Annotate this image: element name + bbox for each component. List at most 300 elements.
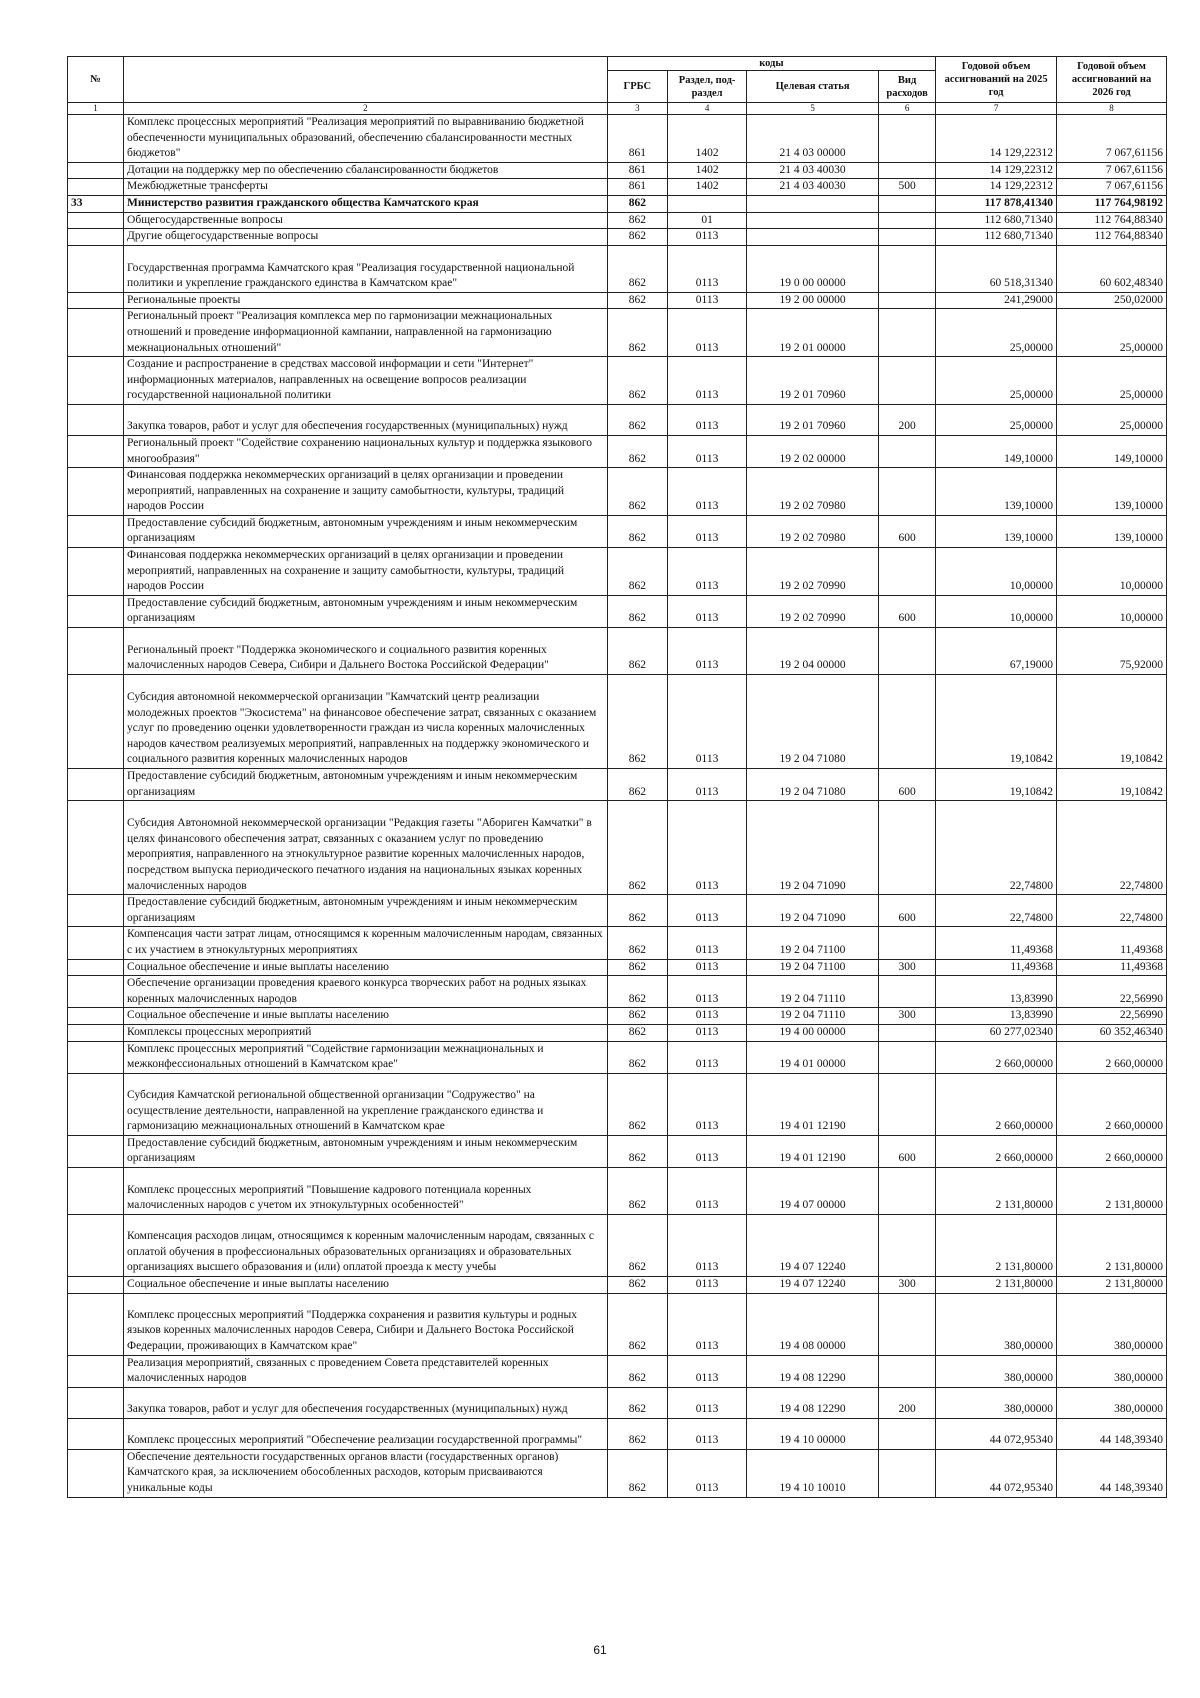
table-row: [68, 195, 1167, 212]
amount-2025: 2 131,80000: [936, 1276, 1057, 1293]
amount-2025: 139,10000: [936, 515, 1057, 547]
col-number: 6: [879, 103, 936, 115]
row-number: [68, 515, 124, 547]
amount-2026: 7 067,61156: [1057, 179, 1167, 196]
table-row: [68, 1276, 1167, 1293]
target-article: 19 2 04 71090: [747, 895, 879, 927]
col-number: 3: [607, 103, 667, 115]
col-number: 8: [1057, 103, 1167, 115]
table-row: [68, 1449, 1167, 1497]
expense-type: [879, 435, 936, 467]
section-code: 0113: [668, 1008, 747, 1025]
section-code: 0113: [668, 357, 747, 405]
expense-type: 500: [879, 179, 936, 196]
grbs-code: 862: [607, 1418, 667, 1449]
expense-name: Реализация мероприятий, связанных с проведением Совета представителей коренных малочисленных народов: [124, 1355, 608, 1387]
table-row: [68, 1041, 1167, 1073]
expense-name: Субсидия автономной некоммерческой организации "Камчатский центр реализации молодежных проектов "Экосистема" на финансовое обеспечение затрат, связанных с оказанием услуг по проведению оценки удовлетворенности граждан из числа коренных малочисленных народов качеством реализуемых мероприятий, направленных на поддержку экономического и социального развития коренных малочисленных народов: [124, 675, 608, 769]
table-row: [68, 357, 1167, 405]
expense-type: [879, 1073, 936, 1135]
amount-2025: 25,00000: [936, 309, 1057, 357]
grbs-code: 861: [607, 162, 667, 179]
row-number: [68, 1135, 124, 1167]
expense-type: 600: [879, 595, 936, 627]
section-code: 01: [668, 212, 747, 229]
row-number: [68, 548, 124, 596]
budget-table: [67, 56, 1167, 1498]
expense-name: Региональный проект "Реализация комплекса мер по гармонизации межнациональных отношений и проведение информационной кампании, направленной на гармонизацию межнациональных отношений": [124, 309, 608, 357]
amount-2025: 22,74800: [936, 895, 1057, 927]
grbs-code: 862: [607, 309, 667, 357]
amount-2026: 2 660,00000: [1057, 1073, 1167, 1135]
expense-name: Финансовая поддержка некоммерческих организаций в целях организации и проведении мероприятий, направленных на сохранение и защиту самобытности, культуры, традиций народов России: [124, 468, 608, 516]
grbs-code: 862: [607, 435, 667, 467]
table-row: [68, 1418, 1167, 1449]
amount-2026: 7 067,61156: [1057, 162, 1167, 179]
amount-2026: 10,00000: [1057, 548, 1167, 596]
row-number: [68, 1355, 124, 1387]
expense-type: [879, 1449, 936, 1497]
grbs-code: 862: [607, 357, 667, 405]
table-row: [68, 1387, 1167, 1418]
amount-2025: 10,00000: [936, 548, 1057, 596]
amount-2026: 25,00000: [1057, 357, 1167, 405]
grbs-code: 862: [607, 628, 667, 675]
grbs-code: 861: [607, 115, 667, 163]
expense-name: Предоставление субсидий бюджетным, автономным учреждениям и иным некоммерческим организациям: [124, 895, 608, 927]
expense-name: Обеспечение организации проведения краевого конкурса творческих работ на родных языках коренных малочисленных народов: [124, 976, 608, 1008]
grbs-code: 862: [607, 195, 667, 212]
grbs-code: 862: [607, 229, 667, 246]
section-code: 0113: [668, 976, 747, 1008]
section-code: 1402: [668, 115, 747, 163]
table-row: [68, 292, 1167, 309]
section-code: 0113: [668, 229, 747, 246]
row-number: 33: [68, 195, 124, 212]
amount-2026: 117 764,98192: [1057, 195, 1167, 212]
expense-name: Региональный проект "Содействие сохранению национальных культур и поддержка языкового многообразия": [124, 435, 608, 467]
grbs-code: 862: [607, 895, 667, 927]
table-row: [68, 595, 1167, 627]
amount-2025: 380,00000: [936, 1293, 1057, 1355]
grbs-code: 862: [607, 515, 667, 547]
grbs-code: 862: [607, 976, 667, 1008]
page-number: 61: [593, 1643, 607, 1657]
grbs-code: 862: [607, 1135, 667, 1167]
expense-name: Компенсация расходов лицам, относящимся к коренным малочисленным народам, связанных с оплатой обучения в профессиональных образовательных организациях и образовательных организациях высшего образования и (или) оплатой проезда к месту учебы: [124, 1214, 608, 1276]
expense-type: 600: [879, 895, 936, 927]
section-code: 0113: [668, 435, 747, 467]
expense-type: 300: [879, 1008, 936, 1025]
amount-2026: 60 352,46340: [1057, 1024, 1167, 1041]
expense-name: Дотации на поддержку мер по обеспечению сбалансированности бюджетов: [124, 162, 608, 179]
col-header-section: Раздел, под-раздел: [668, 71, 747, 103]
amount-2025: 19,10842: [936, 769, 1057, 801]
grbs-code: 862: [607, 1355, 667, 1387]
amount-2026: 11,49368: [1057, 959, 1167, 976]
expense-name: Региональные проекты: [124, 292, 608, 309]
amount-2025: 13,83990: [936, 976, 1057, 1008]
target-article: 19 2 02 70980: [747, 468, 879, 516]
section-code: 0113: [668, 1041, 747, 1073]
amount-2025: 117 878,41340: [936, 195, 1057, 212]
target-article: 19 0 00 00000: [747, 245, 879, 292]
grbs-code: 862: [607, 1387, 667, 1418]
table-row: [68, 628, 1167, 675]
expense-type: [879, 548, 936, 596]
row-number: [68, 404, 124, 435]
expense-type: [879, 675, 936, 769]
section-code: 0113: [668, 801, 747, 895]
grbs-code: 862: [607, 927, 667, 959]
section-code: 0113: [668, 309, 747, 357]
table-row: [68, 245, 1167, 292]
row-number: [68, 292, 124, 309]
row-number: [68, 229, 124, 246]
expense-type: [879, 1041, 936, 1073]
target-article: 21 4 03 40030: [747, 179, 879, 196]
col-header-target: Целевая статья: [747, 71, 879, 103]
amount-2026: 22,56990: [1057, 1008, 1167, 1025]
amount-2026: 19,10842: [1057, 675, 1167, 769]
table-row: [68, 1293, 1167, 1355]
amount-2026: 11,49368: [1057, 927, 1167, 959]
expense-name: Комплекс процессных мероприятий "Поддержка сохранения и развития культуры и родных языков коренных малочисленных народов Севера, Сибири и Дальнего Востока Российской Федерации, проживающих в Камчатском крае": [124, 1293, 608, 1355]
expense-type: [879, 115, 936, 163]
amount-2026: 112 764,88340: [1057, 229, 1167, 246]
col-number: 7: [936, 103, 1057, 115]
expense-type: [879, 468, 936, 516]
expense-name: Комплекс процессных мероприятий "Реализация мероприятий по выравниванию бюджетной обеспеченности муниципальных образований, обеспечению сбалансированности местных бюджетов": [124, 115, 608, 163]
table-row: [68, 801, 1167, 895]
expense-type: [879, 927, 936, 959]
section-code: 0113: [668, 245, 747, 292]
expense-name: Закупка товаров, работ и услуг для обеспечения государственных (муниципальных) нужд: [124, 1387, 608, 1418]
amount-2025: 149,10000: [936, 435, 1057, 467]
expense-name: Финансовая поддержка некоммерческих организаций в целях организации и проведении мероприятий, направленных на сохранение и защиту самобытности, культуры, традиций народов России: [124, 548, 608, 596]
amount-2025: 44 072,95340: [936, 1418, 1057, 1449]
amount-2025: 11,49368: [936, 959, 1057, 976]
col-header-name: [124, 57, 608, 103]
target-article: 19 2 04 00000: [747, 628, 879, 675]
expense-name: Предоставление субсидий бюджетным, автономным учреждениям и иным некоммерческим организациям: [124, 769, 608, 801]
target-article: 19 4 00 00000: [747, 1024, 879, 1041]
amount-2026: 380,00000: [1057, 1387, 1167, 1418]
section-code: 0113: [668, 1024, 747, 1041]
target-article: 19 2 02 70990: [747, 595, 879, 627]
amount-2026: 44 148,39340: [1057, 1449, 1167, 1497]
expense-type: [879, 1418, 936, 1449]
row-number: [68, 212, 124, 229]
row-number: [68, 1214, 124, 1276]
expense-name: Комплекс процессных мероприятий "Содействие гармонизации межнациональных и межконфессиональных отношений в Камчатском крае": [124, 1041, 608, 1073]
section-code: 0113: [668, 675, 747, 769]
grbs-code: 862: [607, 245, 667, 292]
grbs-code: 862: [607, 1041, 667, 1073]
expense-type: 600: [879, 1135, 936, 1167]
amount-2025: 67,19000: [936, 628, 1057, 675]
row-number: [68, 1418, 124, 1449]
amount-2025: 14 129,22312: [936, 162, 1057, 179]
amount-2025: 13,83990: [936, 1008, 1057, 1025]
expense-name: Субсидия Камчатской региональной общественной организации "Содружество" на осуществление деятельности, направленной на укрепление гражданского единства и гармонизацию межнациональных отношений в Камчатском крае: [124, 1073, 608, 1135]
amount-2026: 2 131,80000: [1057, 1276, 1167, 1293]
grbs-code: 862: [607, 1024, 667, 1041]
col-header-codes: коды: [607, 57, 936, 71]
expense-name: Социальное обеспечение и иные выплаты населению: [124, 1276, 608, 1293]
grbs-code: 862: [607, 212, 667, 229]
table-row: [68, 1214, 1167, 1276]
col-number: 5: [747, 103, 879, 115]
row-number: [68, 1041, 124, 1073]
section-code: 0113: [668, 1135, 747, 1167]
expense-type: 600: [879, 769, 936, 801]
expense-name: Компенсация части затрат лицам, относящимся к коренным малочисленным народам, связанных с их участием в этнокультурных мероприятиях: [124, 927, 608, 959]
table-row: [68, 769, 1167, 801]
row-number: [68, 628, 124, 675]
table-row: [68, 468, 1167, 516]
amount-2025: 2 660,00000: [936, 1041, 1057, 1073]
expense-name: Предоставление субсидий бюджетным, автономным учреждениям и иным некоммерческим организациям: [124, 595, 608, 627]
grbs-code: 862: [607, 404, 667, 435]
grbs-code: 862: [607, 1008, 667, 1025]
expense-name: Комплекс процессных мероприятий "Повышение кадрового потенциала коренных малочисленных народов с учетом их этнокультурных особенностей": [124, 1167, 608, 1214]
section-code: 0113: [668, 628, 747, 675]
row-number: [68, 675, 124, 769]
row-number: [68, 1073, 124, 1135]
amount-2026: 44 148,39340: [1057, 1418, 1167, 1449]
target-article: 19 2 04 71100: [747, 927, 879, 959]
table-row: [68, 179, 1167, 196]
amount-2026: 149,10000: [1057, 435, 1167, 467]
expense-name: Региональный проект "Поддержка экономического и социального развития коренных малочисленных народов Севера, Сибири и Дальнего Востока Российской Федерации": [124, 628, 608, 675]
expense-name: Предоставление субсидий бюджетным, автономным учреждениям и иным некоммерческим организациям: [124, 1135, 608, 1167]
section-code: 0113: [668, 769, 747, 801]
col-number: 2: [124, 103, 608, 115]
row-number: [68, 927, 124, 959]
expense-name: Межбюджетные трансферты: [124, 179, 608, 196]
expense-name: Социальное обеспечение и иные выплаты населению: [124, 1008, 608, 1025]
amount-2026: 22,74800: [1057, 895, 1167, 927]
expense-type: [879, 1355, 936, 1387]
expense-type: 200: [879, 404, 936, 435]
grbs-code: 862: [607, 1167, 667, 1214]
target-article: 21 4 03 40030: [747, 162, 879, 179]
grbs-code: 862: [607, 959, 667, 976]
expense-type: [879, 1214, 936, 1276]
amount-2025: 60 518,31340: [936, 245, 1057, 292]
grbs-code: 862: [607, 468, 667, 516]
expense-name: Другие общегосударственные вопросы: [124, 229, 608, 246]
amount-2025: 60 277,02340: [936, 1024, 1057, 1041]
col-header-exptype: Вид расходов: [879, 71, 936, 103]
expense-name: Обеспечение деятельности государственных органов власти (государственных органов) Камчатского края, за исключением обособленных расходов, которым присваиваются уникальные коды: [124, 1449, 608, 1497]
section-code: 1402: [668, 162, 747, 179]
table-row: [68, 1008, 1167, 1025]
expense-type: 200: [879, 1387, 936, 1418]
section-code: 0113: [668, 404, 747, 435]
expense-name: Предоставление субсидий бюджетным, автономным учреждениям и иным некоммерческим организациям: [124, 515, 608, 547]
target-article: 19 4 07 00000: [747, 1167, 879, 1214]
row-number: [68, 595, 124, 627]
section-code: 0113: [668, 1418, 747, 1449]
expense-name: Закупка товаров, работ и услуг для обеспечения государственных (муниципальных) нужд: [124, 404, 608, 435]
target-article: 19 2 01 70960: [747, 357, 879, 405]
expense-type: 600: [879, 515, 936, 547]
amount-2026: 22,74800: [1057, 801, 1167, 895]
amount-2026: 380,00000: [1057, 1293, 1167, 1355]
col-header-grbs: ГРБС: [607, 71, 667, 103]
expense-type: [879, 309, 936, 357]
amount-2025: 2 660,00000: [936, 1073, 1057, 1135]
grbs-code: 862: [607, 675, 667, 769]
amount-2025: 19,10842: [936, 675, 1057, 769]
amount-2025: 25,00000: [936, 404, 1057, 435]
row-number: [68, 801, 124, 895]
table-row: [68, 435, 1167, 467]
section-code: 0113: [668, 1293, 747, 1355]
amount-2026: 25,00000: [1057, 404, 1167, 435]
amount-2026: 2 131,80000: [1057, 1167, 1167, 1214]
target-article: 19 4 01 12190: [747, 1073, 879, 1135]
amount-2025: 241,29000: [936, 292, 1057, 309]
grbs-code: 862: [607, 1214, 667, 1276]
table-row: [68, 1073, 1167, 1135]
amount-2025: 14 129,22312: [936, 179, 1057, 196]
expense-type: 300: [879, 959, 936, 976]
grbs-code: 862: [607, 1449, 667, 1497]
amount-2025: 22,74800: [936, 801, 1057, 895]
col-number: 4: [668, 103, 747, 115]
section-code: 0113: [668, 1355, 747, 1387]
amount-2026: 25,00000: [1057, 309, 1167, 357]
target-article: [747, 195, 879, 212]
row-number: [68, 959, 124, 976]
row-number: [68, 245, 124, 292]
table-row: [68, 548, 1167, 596]
row-number: [68, 1276, 124, 1293]
expense-type: [879, 195, 936, 212]
expense-type: [879, 212, 936, 229]
section-code: 0113: [668, 959, 747, 976]
section-code: 0113: [668, 1167, 747, 1214]
target-article: 19 2 04 71080: [747, 769, 879, 801]
amount-2025: 44 072,95340: [936, 1449, 1057, 1497]
grbs-code: 861: [607, 179, 667, 196]
expense-name: Социальное обеспечение и иные выплаты населению: [124, 959, 608, 976]
amount-2026: 10,00000: [1057, 595, 1167, 627]
amount-2025: 11,49368: [936, 927, 1057, 959]
table-row: [68, 162, 1167, 179]
grbs-code: 862: [607, 1276, 667, 1293]
expense-type: [879, 1293, 936, 1355]
amount-2026: 2 131,80000: [1057, 1214, 1167, 1276]
amount-2025: 10,00000: [936, 595, 1057, 627]
grbs-code: 862: [607, 1293, 667, 1355]
amount-2026: 2 660,00000: [1057, 1135, 1167, 1167]
row-number: [68, 1024, 124, 1041]
table-row: [68, 895, 1167, 927]
amount-2026: 2 660,00000: [1057, 1041, 1167, 1073]
row-number: [68, 1293, 124, 1355]
section-code: 0113: [668, 595, 747, 627]
row-number: [68, 179, 124, 196]
table-row: [68, 976, 1167, 1008]
amount-2025: 380,00000: [936, 1387, 1057, 1418]
section-code: 0113: [668, 1276, 747, 1293]
expense-type: [879, 292, 936, 309]
section-code: 0113: [668, 515, 747, 547]
expense-type: [879, 801, 936, 895]
col-number: 1: [68, 103, 124, 115]
row-number: [68, 468, 124, 516]
row-number: [68, 1449, 124, 1497]
section-code: 0113: [668, 548, 747, 596]
col-header-2026: Годовой объем ассигнований на 2026 год: [1057, 57, 1167, 103]
expense-name: Комплексы процессных мероприятий: [124, 1024, 608, 1041]
row-number: [68, 1387, 124, 1418]
row-number: [68, 162, 124, 179]
section-code: 0113: [668, 1387, 747, 1418]
amount-2025: 14 129,22312: [936, 115, 1057, 163]
target-article: 19 2 04 71080: [747, 675, 879, 769]
amount-2025: 112 680,71340: [936, 212, 1057, 229]
amount-2025: 2 660,00000: [936, 1135, 1057, 1167]
row-number: [68, 769, 124, 801]
expense-name: Комплекс процессных мероприятий "Обеспечение реализации государственной программы": [124, 1418, 608, 1449]
section-code: 1402: [668, 179, 747, 196]
target-article: 19 2 01 00000: [747, 309, 879, 357]
grbs-code: 862: [607, 595, 667, 627]
target-article: 19 2 02 70990: [747, 548, 879, 596]
table-row: [68, 959, 1167, 976]
amount-2025: 2 131,80000: [936, 1167, 1057, 1214]
target-article: 19 4 07 12240: [747, 1276, 879, 1293]
target-article: 19 2 04 71110: [747, 976, 879, 1008]
target-article: 19 4 07 12240: [747, 1214, 879, 1276]
expense-name: Субсидия Автономной некоммерческой организации "Редакция газеты "Абориген Камчатки" в целях финансового обеспечения затрат, связанных с оказанием услуг по проведению мероприятия, направленного на этнокультурное развитие коренных малочисленных народов, посредством выпуска периодического печатного издания на национальных языках коренных малочисленных народов: [124, 801, 608, 895]
target-article: 19 4 08 12290: [747, 1387, 879, 1418]
table-row: [68, 1167, 1167, 1214]
target-article: 21 4 03 00000: [747, 115, 879, 163]
expense-type: [879, 976, 936, 1008]
target-article: [747, 229, 879, 246]
target-article: 19 4 10 10010: [747, 1449, 879, 1497]
row-number: [68, 976, 124, 1008]
grbs-code: 862: [607, 769, 667, 801]
row-number: [68, 435, 124, 467]
expense-name: Общегосударственные вопросы: [124, 212, 608, 229]
table-row: [68, 229, 1167, 246]
table-row: [68, 1355, 1167, 1387]
amount-2026: 7 067,61156: [1057, 115, 1167, 163]
amount-2025: 25,00000: [936, 357, 1057, 405]
row-number: [68, 895, 124, 927]
expense-type: 300: [879, 1276, 936, 1293]
target-article: 19 2 00 00000: [747, 292, 879, 309]
table-row: [68, 1135, 1167, 1167]
expense-name: Государственная программа Камчатского края "Реализация государственной национальной политики и укрепление гражданского единства в Камчатском крае": [124, 245, 608, 292]
target-article: 19 4 01 12190: [747, 1135, 879, 1167]
section-code: 0113: [668, 1073, 747, 1135]
col-header-num: №: [68, 57, 124, 103]
grbs-code: 862: [607, 1073, 667, 1135]
row-number: [68, 357, 124, 405]
amount-2026: 19,10842: [1057, 769, 1167, 801]
target-article: 19 2 01 70960: [747, 404, 879, 435]
table-row: [68, 1024, 1167, 1041]
table-row: [68, 927, 1167, 959]
